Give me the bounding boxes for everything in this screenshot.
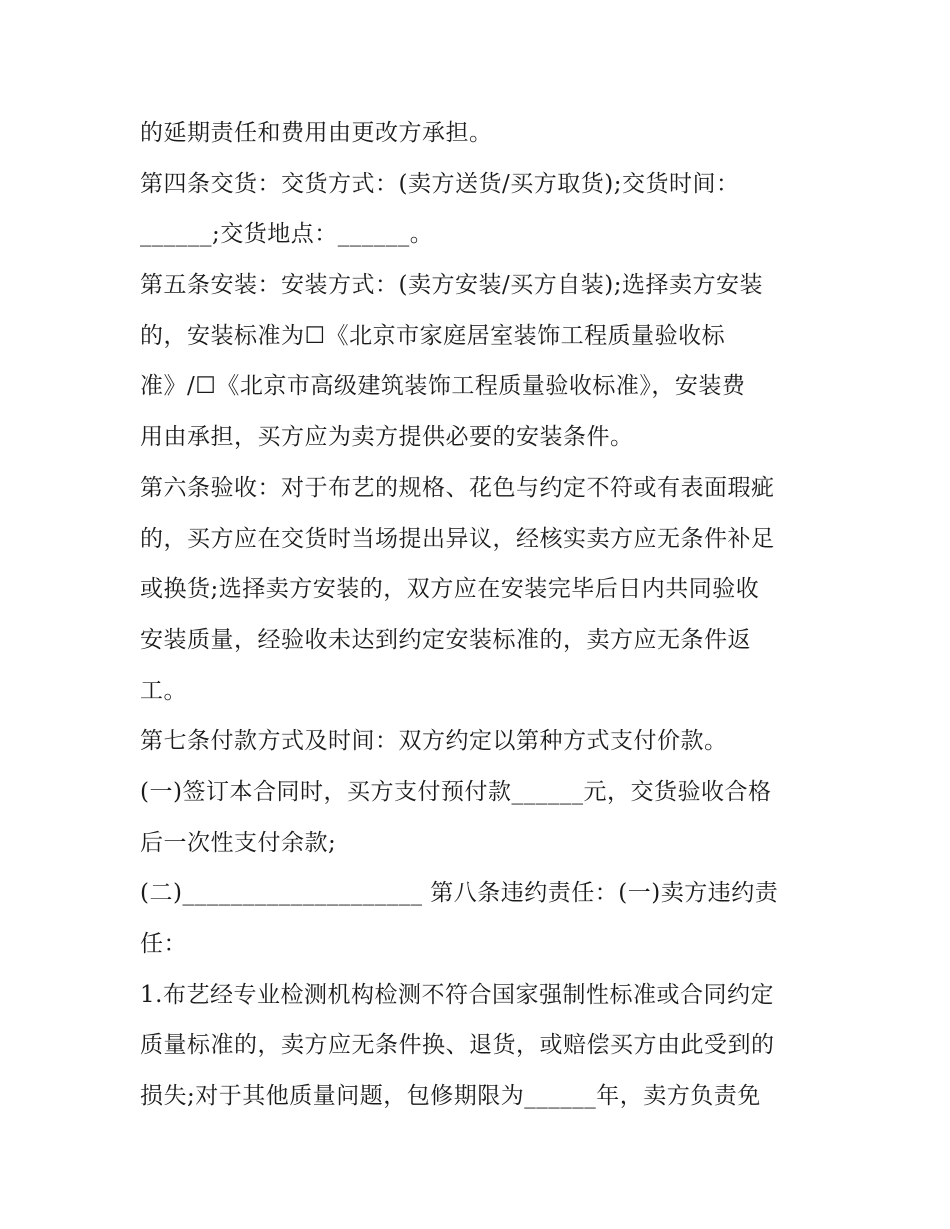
text-line: 第六条验收：对于布艺的规格、花色与约定不符或有表面瑕疵 [140, 474, 775, 501]
text-line: 1.布艺经专业检测机构检测不符合国家强制性标准或合同约定 [140, 981, 774, 1008]
text-line: ______;交货地点：______。 [140, 221, 434, 248]
text-line: 的，安装标准为☐《北京市家庭居室装饰工程质量验收标 [140, 322, 726, 349]
text-line: 后一次性支付余款; [140, 829, 337, 856]
text-line: 安装质量，经验收未达到约定安装标准的，卖方应无条件返 [140, 626, 751, 653]
text-line: 的延期责任和费用由更改方承担。 [140, 120, 493, 146]
text-line: 准》/☐《北京市高级建筑装饰工程质量验收标准》，安装费 [140, 373, 746, 400]
text-line: 的，买方应在交货时当场提出异议，经核实卖方应无条件补足 [140, 525, 775, 552]
text-line: 第七条付款方式及时间：双方约定以第种方式支付价款。 [140, 728, 728, 755]
text-line: 第五条安装：安装方式：(卖方安装/买方自装);选择卖方安装 [140, 272, 763, 299]
text-line: 任： [140, 931, 187, 957]
text-line: 用由承担，买方应为卖方提供必要的安装条件。 [140, 424, 634, 451]
text-line: 或换货;选择卖方安装的，双方应在安装完毕后日内共同验收 [140, 576, 760, 603]
text-line: 工。 [140, 677, 187, 704]
text-line: 质量标准的，卖方应无条件换、退货，或赔偿买方由此受到的 [140, 1032, 775, 1059]
text-line: (二)____________________ 第八条违约责任：(一)卖方违约责 [140, 880, 779, 907]
text-line: 第四条交货：交货方式：(卖方送货/买方取货);交货时间： [140, 170, 740, 197]
contract-text [140, 108, 820, 1122]
text-line: 损失;对于其他质量问题，包修期限为______年，卖方负责免 [140, 1083, 761, 1110]
text-line: (一)签订本合同时，买方支付预付款______元，交货验收合格 [140, 778, 772, 805]
